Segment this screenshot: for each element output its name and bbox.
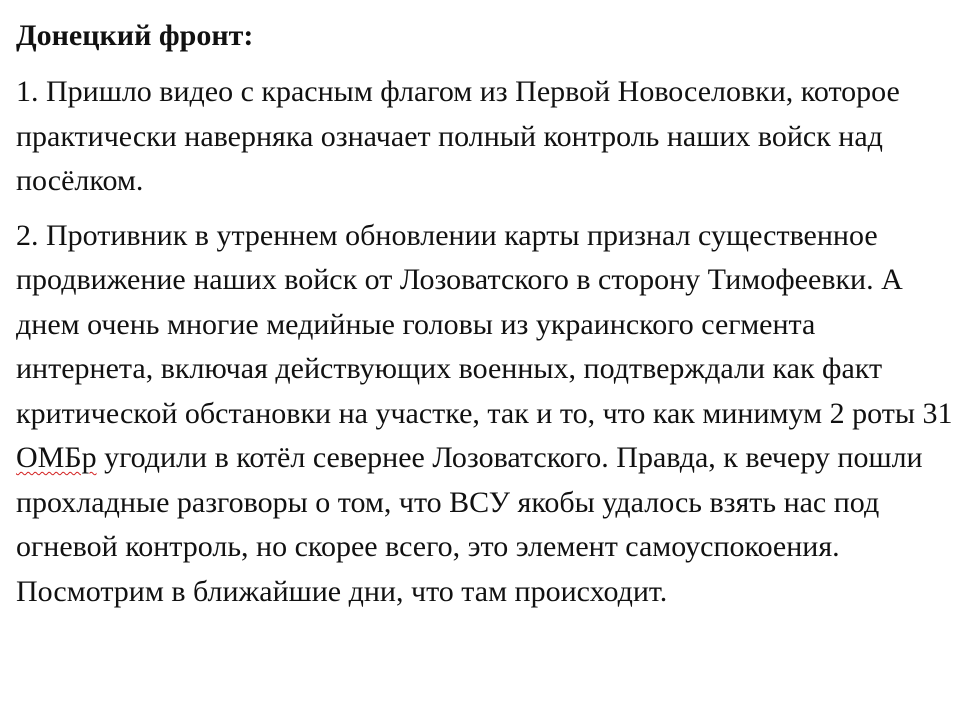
paragraph-2-text-end: угодили в котёл севернее Лозоватского. Правда, к вечеру пошли прохладные разговоры о том, что ВСУ якобы удалось взять нас под огневой контроль, но скорее всего, это элемент самоуспокоения. Посмотрим в ближайшие дни, что там происходит.: [16, 441, 923, 608]
paragraph-1[interactable]: 1. Пришло видео с красным флагом из Первой Новоселовки, которое практически наверняка означает полный контроль наших войск над посёлком.: [16, 75, 900, 197]
paragraph-2[interactable]: [16, 214, 958, 615]
paragraph-2-text-start: 2. Противник в утреннем обновлении карты признал существенное продвижение наших войск от Лозоватского в сторону Тимофеевки. А днем очень многие медийные головы из украинского сегмента интернета, включая действующих военных, подтверждали как факт критической обстановки на участке, так и то, что как минимум 2 роты 31: [16, 218, 953, 430]
document-heading: Донецкий фронт:: [16, 19, 254, 52]
spellcheck-flagged-word[interactable]: ОМБр: [16, 441, 97, 474]
